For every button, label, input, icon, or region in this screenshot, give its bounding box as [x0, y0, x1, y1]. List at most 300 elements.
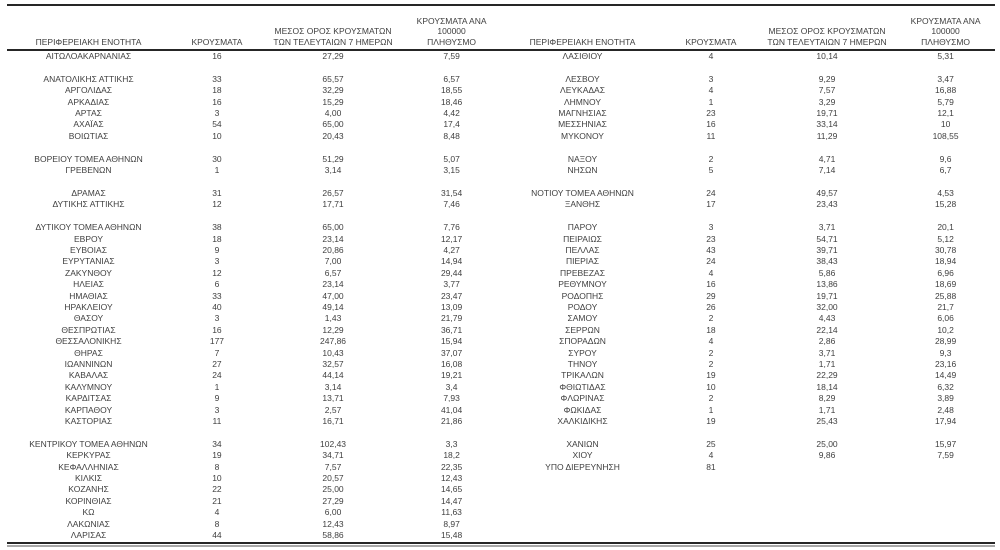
- avg7-cell: 4,43: [818, 313, 836, 324]
- per100k-cell: 12,1: [937, 108, 954, 119]
- per100k-cell: 11,63: [441, 507, 462, 518]
- region-name-cell: ΧΑΛΚΙΔΙΚΗΣ: [557, 416, 608, 426]
- avg7-cell: 1,71: [818, 358, 836, 369]
- per100k-cell: 18,2: [443, 450, 460, 461]
- per100k-column-header-line1: ΚΡΟΥΣΜΑΤΑ ΑΝΑ 100000: [416, 15, 487, 36]
- cases-cell: 16: [212, 324, 222, 335]
- table-row: [501, 74, 995, 85]
- spacer-row: [501, 211, 995, 222]
- avg7-cell: 20,57: [322, 473, 344, 484]
- table-row: [501, 108, 995, 119]
- table-header-band: [7, 6, 995, 49]
- avg7-cell: 10,43: [322, 347, 344, 358]
- region-name-cell: ΚΙΛΚΙΣ: [75, 473, 102, 484]
- cases-column-header: [170, 37, 264, 50]
- per100k-cell: 3,77: [443, 279, 460, 290]
- avg7-cell: 15,29: [322, 96, 344, 107]
- per100k-cell: 5,79: [937, 96, 954, 107]
- region-name-cell: ΑΙΤΩΛΟΑΚΑΡΝΑΝΙΑΣ: [45, 51, 132, 61]
- cases-cell: 3: [214, 256, 220, 267]
- region-name-cell: ΥΠΟ ΔΙΕΡΕΥΝΗΣΗ: [545, 461, 620, 472]
- cases-cell: 18: [212, 85, 222, 96]
- per100k-cell: 21,7: [937, 301, 954, 312]
- per100k-cell: 14,49: [934, 370, 957, 381]
- avg7-cell: 12,43: [322, 518, 344, 529]
- per100k-cell: 6,32: [937, 381, 954, 392]
- region-name-cell: ΦΛΩΡΙΝΑΣ: [560, 393, 605, 404]
- table-row: [501, 188, 995, 199]
- table-row: [7, 336, 501, 347]
- per100k-cell: 15,48: [440, 530, 463, 541]
- cases-cell: 18: [706, 324, 716, 335]
- per100k-cell: 14,47: [440, 495, 463, 506]
- cases-cell: 3: [708, 73, 714, 84]
- avg7-cell: 65,00: [322, 119, 344, 130]
- table-row: [7, 302, 501, 313]
- cases-cell: 29: [706, 290, 716, 301]
- cases-cell: 34: [212, 438, 222, 449]
- table-row: [501, 450, 995, 461]
- per100k-cell: 5,12: [937, 233, 954, 244]
- region-name-cell: ΒΟΙΩΤΙΑΣ: [68, 130, 109, 141]
- cases-column-header: [664, 37, 758, 50]
- region-name-cell: ΑΧΑΪΑΣ: [73, 119, 104, 130]
- spacer-row: [7, 176, 501, 187]
- per100k-cell: 3,15: [443, 165, 460, 176]
- region-name-cell: ΚΩ: [82, 507, 95, 518]
- table-row: [501, 370, 995, 381]
- spacer-row: [7, 142, 501, 153]
- region-name-cell: ΜΕΣΣΗΝΙΑΣ: [558, 119, 607, 130]
- avg7-column-header: [758, 26, 896, 49]
- cases-cell: 27: [212, 358, 222, 369]
- avg7-cell: 65,57: [322, 73, 344, 84]
- region-name-cell: ΑΡΚΑΔΙΑΣ: [67, 96, 110, 107]
- table-row: [7, 484, 501, 495]
- avg7-cell: 20,86: [322, 244, 344, 255]
- per100k-cell: 29,44: [440, 267, 463, 278]
- per100k-cell: 7,76: [443, 222, 460, 233]
- avg7-cell: 32,57: [322, 358, 344, 369]
- avg7-cell: 3,14: [324, 165, 342, 176]
- region-name-cell: ΑΡΤΑΣ: [75, 108, 102, 119]
- avg7-cell: 19,71: [816, 108, 838, 119]
- spacer-row: [501, 176, 995, 187]
- region-name-cell: ΤΡΙΚΑΛΩΝ: [561, 370, 604, 381]
- table-row: [501, 245, 995, 256]
- region-name-cell: ΚΑΡΔΙΤΣΑΣ: [65, 393, 112, 404]
- table-row: [7, 370, 501, 381]
- spacer-row: [501, 427, 995, 438]
- table-row: [501, 131, 995, 142]
- per100k-cell: 16,08: [440, 358, 463, 369]
- spacer-row: [501, 473, 995, 484]
- avg7-cell: 39,71: [816, 244, 838, 255]
- avg7-cell: 22,14: [816, 324, 838, 335]
- region-name-cell: ΛΑΣΙΘΙΟΥ: [562, 51, 603, 61]
- cases-cell: 43: [706, 244, 716, 255]
- cases-cell: 33: [212, 73, 222, 84]
- avg7-cell: 3,71: [818, 347, 836, 358]
- per100k-cell: 6,7: [939, 165, 952, 176]
- cases-cell: 4: [708, 336, 714, 347]
- avg7-cell: 16,71: [322, 416, 344, 426]
- avg7-cell: 65,00: [322, 222, 344, 233]
- per100k-cell: 12,43: [440, 473, 463, 484]
- table-row: [501, 222, 995, 233]
- cases-cell: 3: [214, 313, 220, 324]
- per100k-cell: 20,1: [937, 222, 954, 233]
- table-row: [7, 473, 501, 484]
- table-row: [501, 336, 995, 347]
- table-row: [7, 291, 501, 302]
- region-name-cell: ΛΑΡΙΣΑΣ: [70, 530, 107, 541]
- cases-cell: 1: [708, 404, 714, 415]
- cases-cell: 177: [209, 336, 225, 347]
- avg7-cell: 27,29: [322, 51, 344, 61]
- cases-cell: 3: [214, 404, 220, 415]
- cases-cell: 9: [214, 244, 220, 255]
- avg7-cell: 49,14: [322, 301, 344, 312]
- per100k-cell: 3,4: [445, 381, 458, 392]
- table-row: [7, 530, 501, 541]
- avg7-column-header-line1: ΜΕΣΟΣ ΟΡΟΣ ΚΡΟΥΣΜΑΤΩΝ: [768, 26, 886, 36]
- region-name-cell: ΗΡΑΚΛΕΙΟΥ: [64, 301, 113, 312]
- region-name-cell: ΗΜΑΘΙΑΣ: [69, 290, 108, 301]
- cases-cell: 10: [706, 381, 716, 392]
- avg7-cell: 13,71: [322, 393, 344, 404]
- per100k-cell: 15,28: [934, 199, 957, 210]
- cases-cell: 18: [212, 233, 222, 244]
- cases-cell: 21: [212, 495, 222, 506]
- avg7-cell: 1,43: [324, 313, 342, 324]
- region-name-cell: ΚΑΡΠΑΘΟΥ: [64, 404, 113, 415]
- per100k-cell: 7,59: [937, 450, 954, 461]
- region-name-cell: ΘΗΡΑΣ: [74, 347, 103, 358]
- cases-cell: 5: [708, 165, 714, 176]
- cases-cell: 22: [212, 484, 222, 495]
- cases-cell: 33: [212, 290, 222, 301]
- per100k-cell: 10: [940, 119, 951, 130]
- avg7-cell: 22,29: [816, 370, 838, 381]
- table-row: [501, 154, 995, 165]
- per100k-cell: 15,94: [440, 336, 463, 347]
- region-name-cell: ΣΥΡΟΥ: [568, 347, 597, 358]
- spacer-row: [501, 530, 995, 541]
- table-row: [501, 234, 995, 245]
- left-table-header: [7, 6, 501, 49]
- region-name-cell: ΚΑΒΑΛΑΣ: [68, 370, 109, 381]
- per100k-column-header-line1: ΚΡΟΥΣΜΑΤΑ ΑΝΑ 100000: [910, 15, 981, 36]
- per100k-cell: 28,99: [934, 336, 957, 347]
- table-row: [7, 51, 501, 62]
- avg7-cell: 25,00: [816, 438, 838, 449]
- cases-cell: 19: [212, 450, 222, 461]
- avg7-cell: 18,14: [816, 381, 838, 392]
- avg7-cell: 47,00: [322, 290, 344, 301]
- cases-cell: 23: [706, 108, 716, 119]
- per100k-column-header: [896, 16, 995, 50]
- per100k-cell: 18,46: [440, 96, 463, 107]
- avg7-cell: 13,86: [816, 279, 838, 290]
- table-row: [501, 97, 995, 108]
- region-name-cell: ΚΕΡΚΥΡΑΣ: [66, 450, 111, 461]
- per100k-column-header-line2: ΠΛΗΘΥΣΜΟ: [921, 36, 971, 47]
- region-name-cell: ΘΕΣΠΡΩΤΙΑΣ: [61, 324, 116, 335]
- avg7-cell: 44,14: [322, 370, 344, 381]
- avg7-cell: 25,00: [322, 484, 344, 495]
- per100k-cell: 7,46: [443, 199, 460, 210]
- avg7-column-header: [264, 26, 402, 49]
- spacer-row: [501, 142, 995, 153]
- region-name-cell: ΡΕΘΥΜΝΟΥ: [558, 279, 607, 290]
- per100k-cell: 16,88: [934, 85, 957, 96]
- table-row: [501, 268, 995, 279]
- table-row: [7, 348, 501, 359]
- region-name-cell: ΚΟΖΑΝΗΣ: [68, 484, 109, 495]
- avg7-cell: 17,71: [322, 199, 344, 210]
- cases-cell: 1: [708, 96, 714, 107]
- per100k-cell: 9,6: [939, 153, 952, 164]
- right-table: [501, 51, 995, 541]
- per100k-cell: 30,78: [934, 244, 957, 255]
- table-row: [7, 165, 501, 176]
- per100k-cell: 9,3: [939, 347, 952, 358]
- avg7-column-header-line1: ΜΕΣΟΣ ΟΡΟΣ ΚΡΟΥΣΜΑΤΩΝ: [274, 26, 392, 36]
- avg7-cell: 247,86: [320, 336, 347, 347]
- region-name-cell: ΗΛΕΙΑΣ: [73, 279, 104, 290]
- cases-cell: 38: [212, 222, 222, 233]
- cases-cell: 31: [212, 187, 222, 198]
- table-row: [501, 348, 995, 359]
- table-row: [7, 519, 501, 530]
- region-name-cell: ΕΒΡΟΥ: [74, 233, 104, 244]
- avg7-cell: 2,86: [818, 336, 836, 347]
- region-name-cell: ΠΕΙΡΑΙΩΣ: [563, 233, 602, 244]
- per100k-cell: 108,55: [932, 130, 959, 141]
- per100k-cell: 21,79: [440, 313, 463, 324]
- region-name-cell: ΜΥΚΟΝΟΥ: [561, 130, 604, 141]
- avg7-cell: 7,57: [818, 85, 836, 96]
- per100k-cell: 36,71: [440, 324, 463, 335]
- avg7-cell: 11,29: [816, 130, 838, 141]
- region-name-cell: ΛΑΚΩΝΙΑΣ: [67, 518, 110, 529]
- avg7-cell: 19,71: [816, 290, 838, 301]
- per100k-cell: 31,54: [440, 187, 463, 198]
- avg7-cell: 6,00: [324, 507, 342, 518]
- cases-cell: 24: [212, 370, 222, 381]
- cases-cell: 2: [708, 313, 714, 324]
- region-name-cell: ΠΑΡΟΥ: [567, 222, 598, 233]
- table-row: [501, 359, 995, 370]
- cases-cell: 2: [708, 153, 714, 164]
- table-row: [7, 85, 501, 96]
- avg7-cell: 38,43: [816, 256, 838, 267]
- region-name-cell: ΑΝΑΤΟΛΙΚΗΣ ΑΤΤΙΚΗΣ: [43, 73, 134, 84]
- cases-cell: 16: [706, 119, 716, 130]
- region-name-cell: ΕΥΡΥΤΑΝΙΑΣ: [62, 256, 115, 267]
- table-row: [7, 507, 501, 518]
- region-name-cell: ΧΑΝΙΩΝ: [566, 438, 599, 449]
- cases-cell: 1: [214, 165, 220, 176]
- per100k-cell: 4,27: [443, 244, 460, 255]
- region-name-cell: ΦΩΚΙΔΑΣ: [563, 404, 602, 415]
- avg7-cell: 4,71: [818, 153, 836, 164]
- table-row: [501, 85, 995, 96]
- cases-cell: 23: [706, 233, 716, 244]
- table-row: [501, 325, 995, 336]
- per100k-cell: 5,31: [937, 51, 954, 61]
- left-table: [7, 51, 501, 541]
- per100k-cell: 3,89: [937, 393, 954, 404]
- table-row: [7, 119, 501, 130]
- region-name-cell: ΙΩΑΝΝΙΝΩΝ: [64, 358, 113, 369]
- region-name-cell: ΔΥΤΙΚΟΥ ΤΟΜΕΑ ΑΘΗΝΩΝ: [35, 222, 142, 233]
- cases-cell: 12: [212, 199, 222, 210]
- region-name-cell: ΦΘΙΩΤΙΔΑΣ: [559, 381, 606, 392]
- cases-cell: 11: [706, 130, 716, 141]
- table-row: [501, 302, 995, 313]
- region-name-cell: ΚΑΛΥΜΝΟΥ: [64, 381, 113, 392]
- avg7-cell: 54,71: [816, 233, 838, 244]
- per100k-cell: 13,09: [440, 301, 463, 312]
- cases-cell: 24: [706, 187, 716, 198]
- spacer-row: [7, 62, 501, 73]
- table-row: [7, 245, 501, 256]
- per100k-cell: 23,47: [440, 290, 463, 301]
- table-row: [501, 279, 995, 290]
- table-row: [7, 188, 501, 199]
- avg7-cell: 23,14: [322, 233, 344, 244]
- cases-cell: 4: [708, 51, 714, 61]
- region-column-header: [7, 37, 170, 50]
- avg7-cell: 20,43: [322, 130, 344, 141]
- cases-cell: 54: [212, 119, 222, 130]
- right-table-header: [501, 6, 995, 49]
- table-row: [501, 291, 995, 302]
- per100k-cell: 12,17: [440, 233, 463, 244]
- per100k-cell: 6,06: [937, 313, 954, 324]
- cases-cell: 9: [214, 393, 220, 404]
- per100k-cell: 17,4: [443, 119, 460, 130]
- cases-cell: 44: [212, 530, 222, 541]
- table-row: [501, 256, 995, 267]
- per100k-cell: 23,16: [934, 358, 957, 369]
- cases-cell: 19: [706, 416, 716, 426]
- avg7-cell: 5,86: [818, 267, 836, 278]
- cases-cell: 1: [214, 381, 220, 392]
- region-name-cell: ΝΟΤΙΟΥ ΤΟΜΕΑ ΑΘΗΝΩΝ: [531, 187, 634, 198]
- spacer-row: [7, 427, 501, 438]
- region-name-cell: ΠΡΕΒΕΖΑΣ: [560, 267, 605, 278]
- cases-cell: 16: [212, 96, 222, 107]
- region-name-cell: ΝΗΣΩΝ: [567, 165, 598, 176]
- avg7-cell: 32,00: [816, 301, 838, 312]
- bottom-border-rule-light: [7, 545, 995, 547]
- spacer-row: [501, 507, 995, 518]
- table-row: [7, 325, 501, 336]
- cases-cell: 2: [708, 347, 714, 358]
- per100k-cell: 3,47: [937, 73, 954, 84]
- cases-cell: 8: [214, 518, 220, 529]
- per100k-cell: 18,55: [440, 85, 463, 96]
- per100k-cell: 18,69: [934, 279, 957, 290]
- spacer-row: [501, 519, 995, 530]
- per100k-cell: 37,07: [440, 347, 463, 358]
- table-row: [7, 450, 501, 461]
- cases-cell: 40: [212, 301, 222, 312]
- region-name-cell: ΓΡΕΒΕΝΩΝ: [65, 165, 112, 176]
- avg7-cell: 32,29: [322, 85, 344, 96]
- region-name-cell: ΝΑΞΟΥ: [567, 153, 598, 164]
- cases-cell: 4: [708, 267, 714, 278]
- per100k-cell: 7,59: [443, 51, 460, 61]
- bottom-border-rule-dark: [7, 542, 995, 544]
- table-row: [7, 382, 501, 393]
- avg7-cell: 3,29: [818, 96, 836, 107]
- avg7-cell: 23,43: [816, 199, 838, 210]
- region-name-cell: ΒΟΡΕΙΟΥ ΤΟΜΕΑ ΑΘΗΝΩΝ: [34, 153, 143, 164]
- table-row: [7, 154, 501, 165]
- cases-cell: 24: [706, 256, 716, 267]
- table-row: [7, 416, 501, 427]
- table-row: [501, 51, 995, 62]
- avg7-cell: 49,57: [816, 187, 838, 198]
- cases-cell: 26: [706, 301, 716, 312]
- per100k-cell: 6,96: [937, 267, 954, 278]
- per100k-cell: 7,93: [443, 393, 460, 404]
- avg7-cell: 10,14: [816, 51, 838, 61]
- region-name-cell: ΡΟΔΟΠΗΣ: [561, 290, 604, 301]
- per100k-cell: 8,97: [443, 518, 460, 529]
- cases-cell: 10: [212, 130, 222, 141]
- region-name-cell: ΣΑΜΟΥ: [567, 313, 598, 324]
- region-name-cell: ΕΥΒΟΙΑΣ: [70, 244, 107, 255]
- table-row: [7, 279, 501, 290]
- region-name-cell: ΚΕΦΑΛΛΗΝΙΑΣ: [58, 461, 119, 472]
- cases-cell: 2: [708, 393, 714, 404]
- avg7-cell: 8,29: [818, 393, 836, 404]
- per100k-cell: 19,21: [440, 370, 463, 381]
- region-name-cell: ΠΙΕΡΙΑΣ: [565, 256, 600, 267]
- table-row: [501, 405, 995, 416]
- cases-cell: 16: [212, 51, 222, 61]
- region-column-header-label: ΠΕΡΙΦΕΡΕΙΑΚΗ ΕΝΟΤΗΤΑ: [35, 36, 142, 47]
- avg7-cell: 3,14: [324, 381, 342, 392]
- region-name-cell: ΛΕΣΒΟΥ: [565, 73, 600, 84]
- cases-cell: 81: [706, 461, 716, 472]
- cases-cell: 17: [706, 199, 716, 210]
- region-column-header: [501, 37, 664, 50]
- cases-column-header-label: ΚΡΟΥΣΜΑΤΑ: [191, 36, 243, 47]
- table-row: [7, 496, 501, 507]
- avg7-cell: 33,14: [816, 119, 838, 130]
- cases-cell: 6: [214, 279, 220, 290]
- cases-cell: 4: [214, 507, 220, 518]
- cases-cell: 3: [708, 222, 714, 233]
- per100k-cell: 6,57: [443, 73, 460, 84]
- per100k-cell: 14,94: [440, 256, 463, 267]
- per100k-cell: 41,04: [440, 404, 463, 415]
- table-row: [7, 234, 501, 245]
- avg7-cell: 26,57: [322, 187, 344, 198]
- region-column-header-label: ΠΕΡΙΦΕΡΕΙΑΚΗ ΕΝΟΤΗΤΑ: [529, 36, 636, 47]
- per100k-cell: 4,53: [937, 187, 954, 198]
- per100k-cell: 14,65: [440, 484, 463, 495]
- spacer-row: [501, 62, 995, 73]
- avg7-cell: 34,71: [322, 450, 344, 461]
- avg7-cell: 25,43: [816, 416, 838, 426]
